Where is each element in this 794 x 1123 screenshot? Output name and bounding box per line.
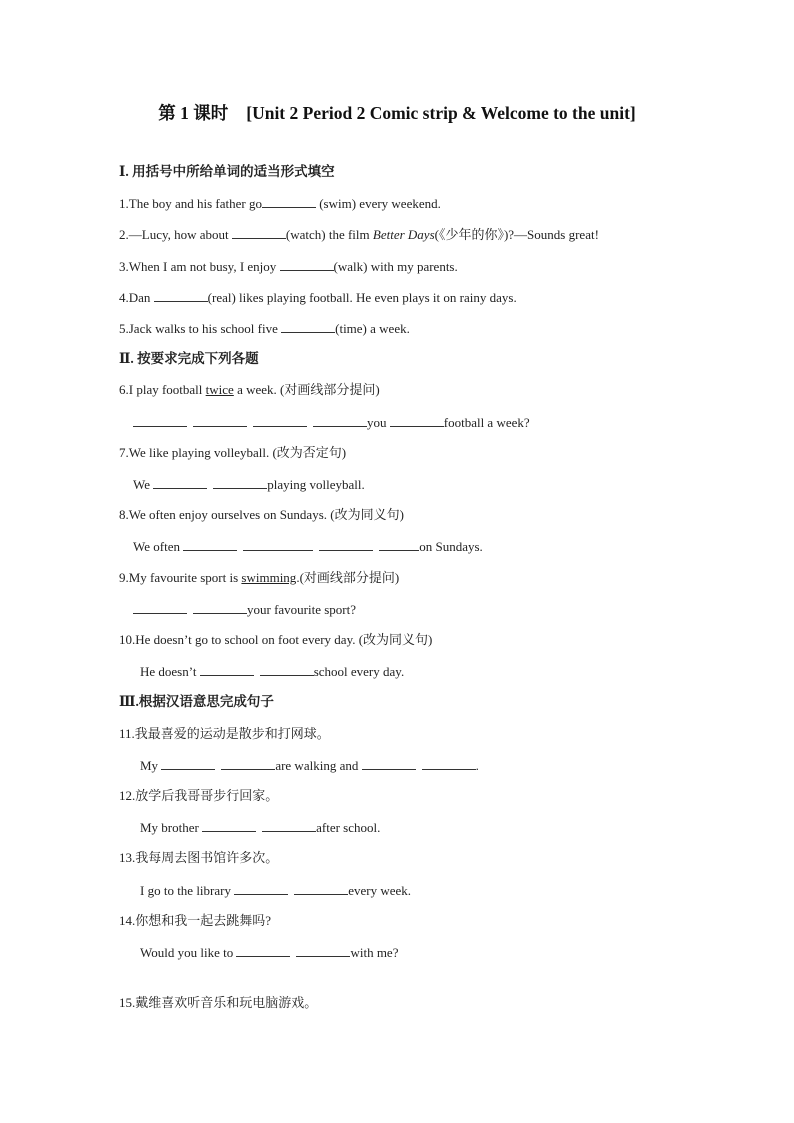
answer-blank[interactable] xyxy=(296,944,350,957)
answer-9: your favourite sport? xyxy=(133,601,356,618)
answer-blank[interactable] xyxy=(154,289,208,302)
answer-blank[interactable] xyxy=(183,538,237,551)
question-13: 13.我每周去图书馆许多次。 xyxy=(119,850,279,865)
answer-7: We playing volleyball. xyxy=(133,477,365,492)
unit-title: [Unit 2 Period 2 Comic strip & Welcome to the unit] xyxy=(246,103,636,123)
answer-blank[interactable] xyxy=(213,476,267,489)
answer-blank[interactable] xyxy=(200,663,254,676)
section-2-heading: Ⅱ. 按要求完成下列各题 xyxy=(119,351,259,366)
lesson-number: 第 1 课时 xyxy=(158,103,229,123)
answer-blank[interactable] xyxy=(362,757,416,770)
answer-blank[interactable] xyxy=(243,538,313,551)
answer-blank[interactable] xyxy=(133,414,187,427)
answer-blank[interactable] xyxy=(260,663,314,676)
question-4: 4.Dan (real) likes playing football. He even plays it on rainy days. xyxy=(119,290,517,305)
question-6: 6.I play football twice a week. (对画线部分提问) xyxy=(119,382,380,397)
answer-blank[interactable] xyxy=(202,819,256,832)
answer-blank[interactable] xyxy=(262,195,316,208)
question-7: 7.We like playing volleyball. (改为否定句) xyxy=(119,445,347,460)
question-12: 12.放学后我哥哥步行回家。 xyxy=(119,788,279,803)
answer-11: My are walking and . xyxy=(140,758,479,773)
page-title xyxy=(0,100,794,125)
question-14: 14.你想和我一起去跳舞吗? xyxy=(119,913,272,928)
answer-blank[interactable] xyxy=(313,414,367,427)
question-15: 15.戴维喜欢听音乐和玩电脑游戏。 xyxy=(119,995,318,1010)
answer-blank[interactable] xyxy=(280,258,334,271)
answer-blank[interactable] xyxy=(193,414,247,427)
question-10: 10.He doesn’t go to school on foot every day. (改为同义句) xyxy=(119,632,433,647)
answer-6: you football a week? xyxy=(133,414,530,431)
answer-blank[interactable] xyxy=(253,414,307,427)
answer-blank[interactable] xyxy=(294,882,348,895)
answer-12: My brother after school. xyxy=(140,820,381,835)
question-5: 5.Jack walks to his school five (time) a week. xyxy=(119,321,410,336)
answer-blank[interactable] xyxy=(379,538,419,551)
answer-blank[interactable] xyxy=(422,757,476,770)
question-1: 1.The boy and his father go (swim) every weekend. xyxy=(119,196,441,211)
answer-blank[interactable] xyxy=(236,944,290,957)
answer-blank[interactable] xyxy=(221,757,275,770)
answer-14: Would you like to with me? xyxy=(140,945,399,960)
answer-blank[interactable] xyxy=(319,538,373,551)
answer-blank[interactable] xyxy=(193,601,247,614)
answer-8: We often on Sundays. xyxy=(133,539,483,554)
section-3-heading: Ⅲ.根据汉语意思完成句子 xyxy=(119,694,274,709)
section-1-heading: Ⅰ. 用括号中所给单词的适当形式填空 xyxy=(119,164,335,179)
answer-10: He doesn’t school every day. xyxy=(140,664,405,679)
answer-blank[interactable] xyxy=(232,226,286,239)
question-2: 2.—Lucy, how about (watch) the film Better Days(《少年的你》)?—Sounds great! xyxy=(119,227,599,242)
answer-blank[interactable] xyxy=(234,882,288,895)
answer-13: I go to the library every week. xyxy=(140,883,412,898)
question-11: 11.我最喜爱的运动是散步和打网球。 xyxy=(119,726,330,741)
answer-blank[interactable] xyxy=(133,601,187,614)
answer-blank[interactable] xyxy=(153,476,207,489)
answer-blank[interactable] xyxy=(281,320,335,333)
answer-blank[interactable] xyxy=(390,414,444,427)
question-9: 9.My favourite sport is swimming.(对画线部分提问) xyxy=(119,570,400,585)
answer-blank[interactable] xyxy=(161,757,215,770)
question-8: 8.We often enjoy ourselves on Sundays. (改为同义句) xyxy=(119,507,404,522)
question-3: 3.When I am not busy, I enjoy (walk) with my parents. xyxy=(119,259,458,274)
answer-blank[interactable] xyxy=(262,819,316,832)
